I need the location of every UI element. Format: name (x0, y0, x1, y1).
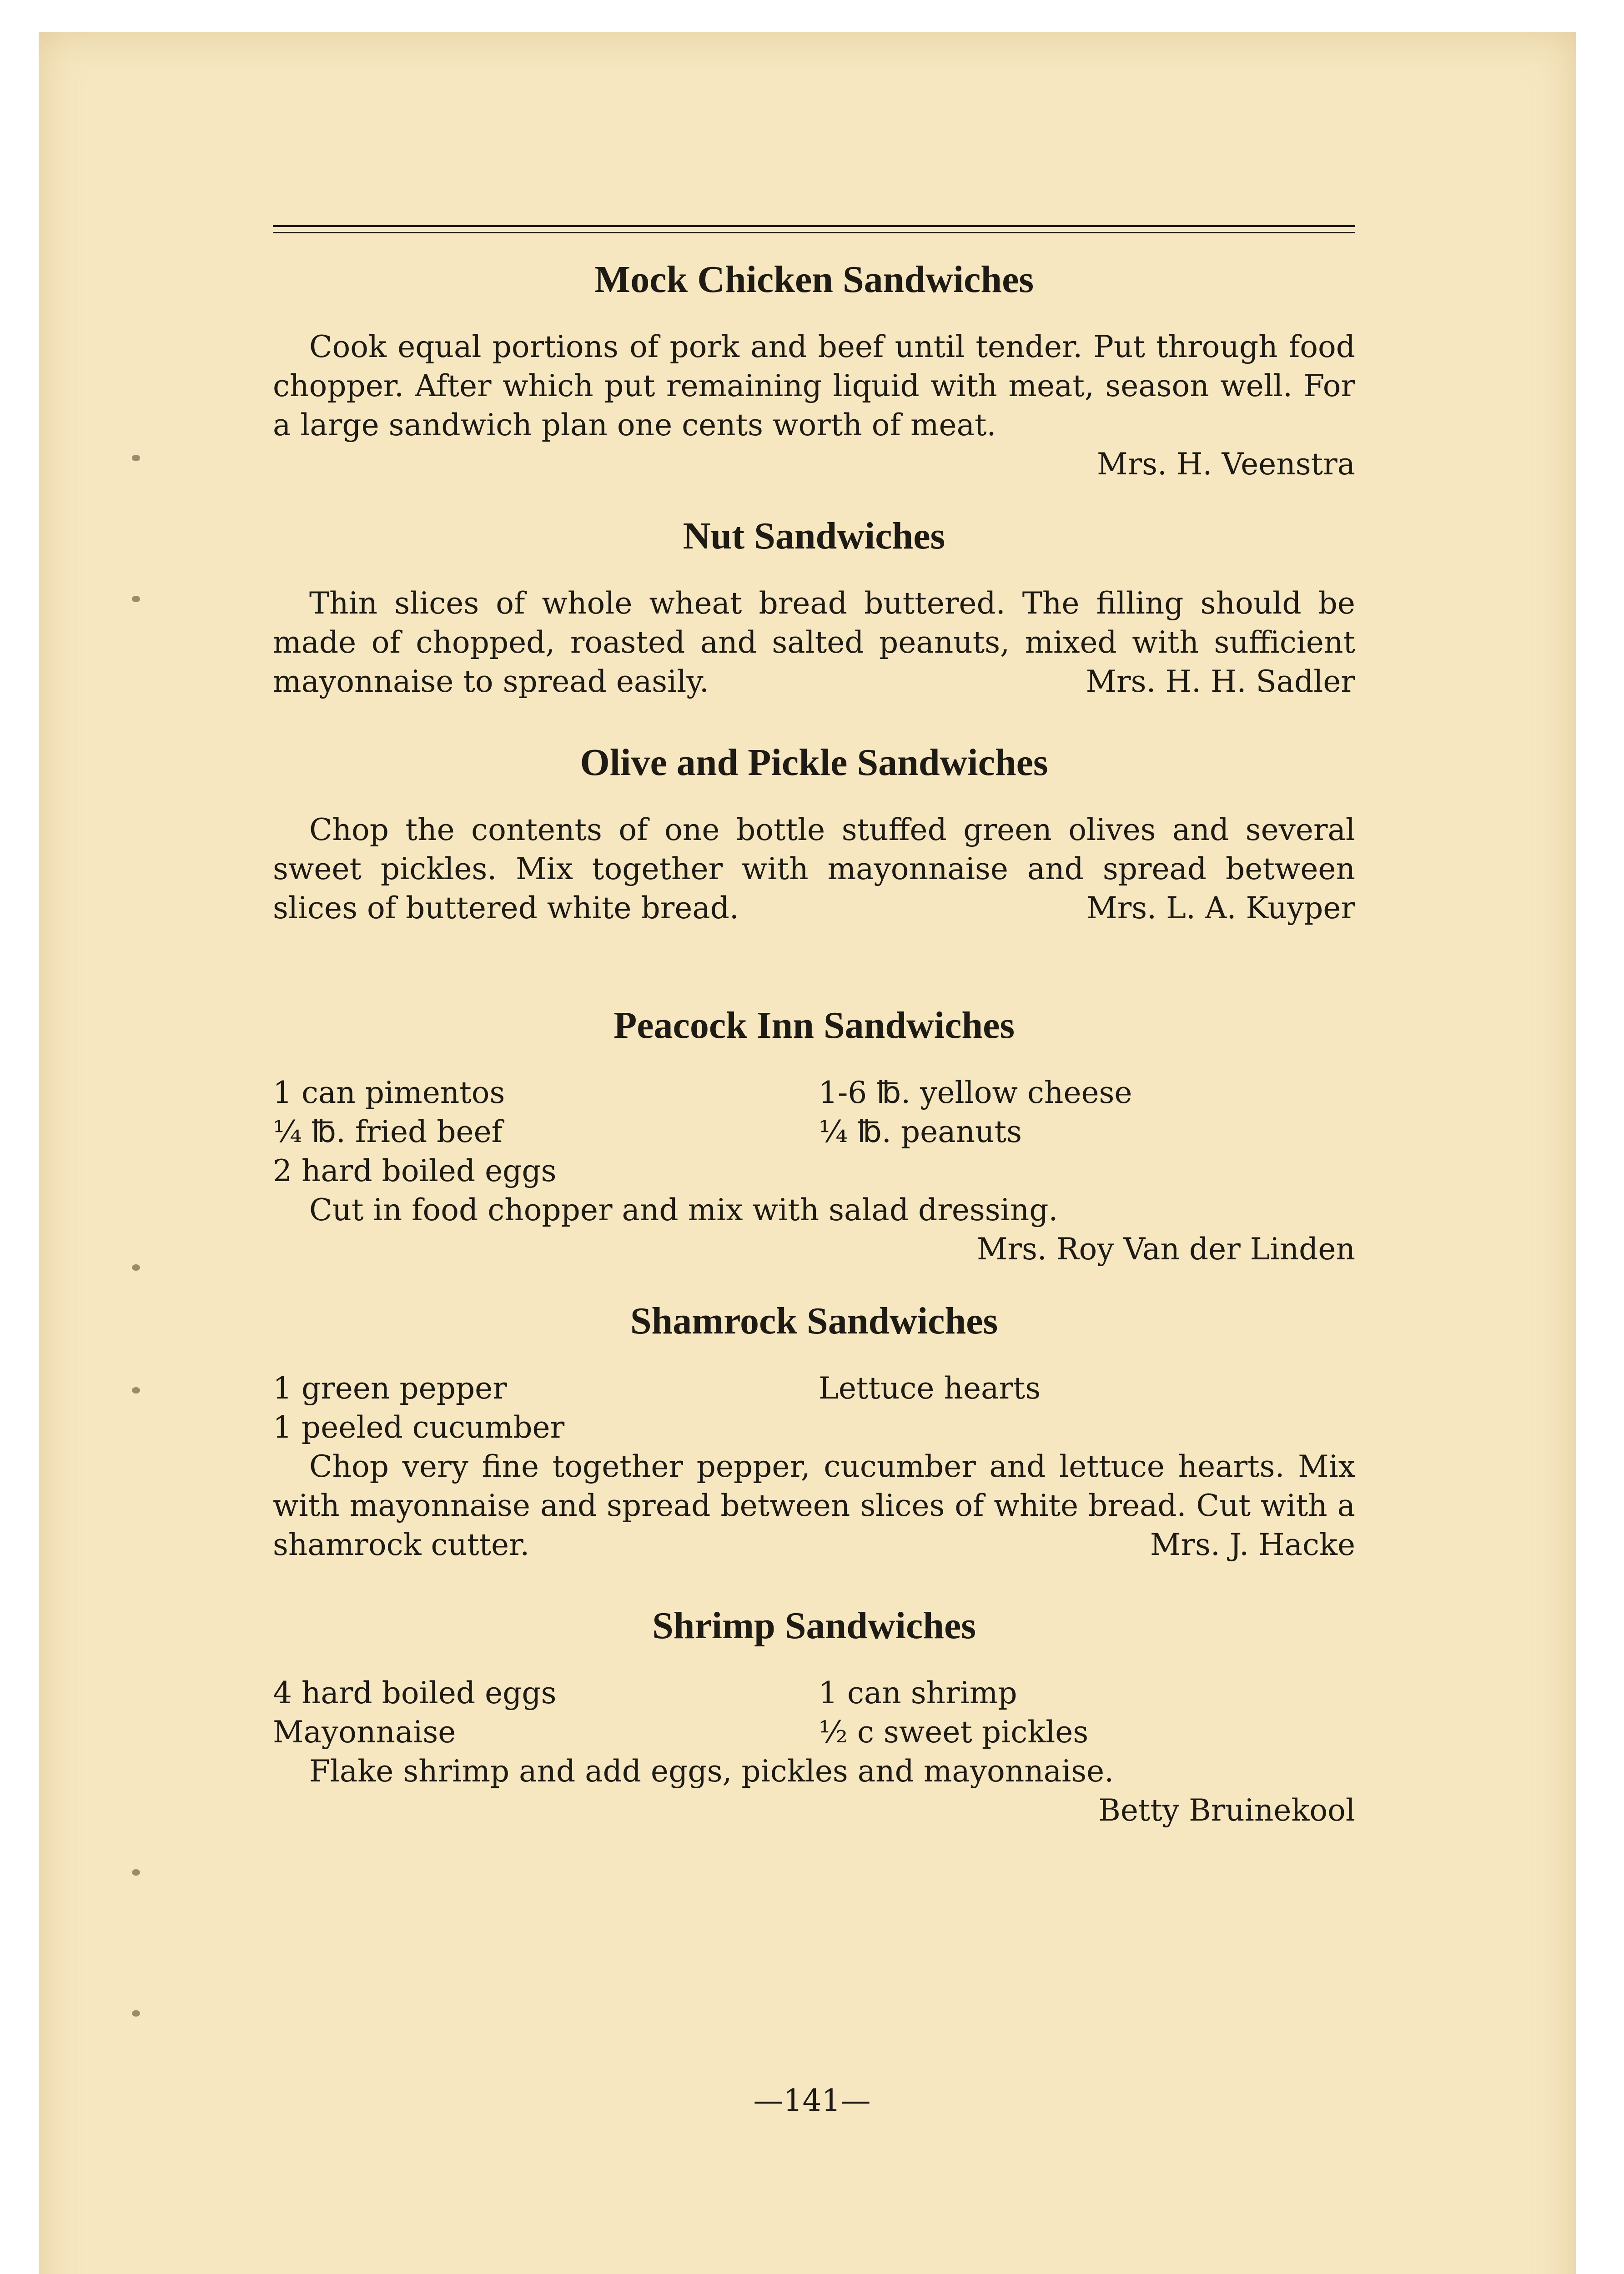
ingredient: Lettuce hearts (819, 1371, 1041, 1406)
ingredient: ¼ ℔. fried beef (273, 1114, 503, 1149)
header-rule-top (273, 225, 1355, 227)
recipe-author: Mrs. H. Veenstra (1097, 447, 1355, 482)
recipe-directions (273, 584, 1355, 701)
recipe-directions: Cut in food chopper and mix with salad dressing. (309, 1192, 1058, 1228)
ingredient-list (273, 1369, 1355, 1447)
binding-hole (132, 596, 140, 602)
ingredient: 1 green pepper (273, 1371, 507, 1406)
recipe-author: Betty Bruinekool (1098, 1793, 1355, 1828)
recipe-shamrock (273, 1296, 1355, 1565)
recipe-directions: Flake shrimp and add eggs, pickles and mayonnaise. (309, 1754, 1114, 1789)
ingredient: 2 hard boiled eggs (273, 1153, 557, 1188)
recipe-nut (273, 511, 1355, 701)
recipe-olive-pickle (273, 738, 1355, 928)
binding-hole (132, 1264, 140, 1271)
recipe-text: Chop very fine together pepper, cucumber and lettuce hearts. Mix with mayonnaise and spread between slices of white bread. Cut with a shamrock cutter. (273, 1449, 1355, 1562)
recipe-author: Mrs. H. H. Sadler (1086, 664, 1355, 699)
recipe-author: Mrs. J. Hacke (1150, 1527, 1355, 1562)
ingredient-list (273, 1073, 1355, 1191)
recipe-peacock-inn (273, 1001, 1355, 1269)
recipe-author: Mrs. L. A. Kuyper (1086, 890, 1355, 926)
ingredient-list (273, 1674, 1355, 1752)
recipe-mock-chicken (273, 255, 1355, 484)
ingredient: 1-6 ℔. yellow cheese (819, 1075, 1132, 1110)
recipe-title: Mock Chicken Sandwiches (594, 258, 1034, 301)
ingredient (819, 1408, 1355, 1447)
page-number: —141— (753, 2083, 871, 2118)
binding-hole (132, 2010, 140, 2017)
header-rule-bottom (273, 232, 1355, 233)
recipe-shrimp (273, 1601, 1355, 1830)
recipe-title: Nut Sandwiches (683, 515, 945, 557)
recipe-directions (273, 1447, 1355, 1565)
recipe-author: Mrs. Roy Van der Linden (976, 1232, 1355, 1267)
binding-hole (132, 1387, 140, 1394)
ingredient: ¼ ℔. peanuts (819, 1114, 1022, 1149)
ingredient: ½ c sweet pickles (819, 1715, 1089, 1750)
ingredient: Mayonnaise (273, 1715, 456, 1750)
ingredient: 4 hard boiled eggs (273, 1675, 557, 1711)
recipe-text: Thin slices of whole wheat bread buttered. The filling should be made of chopped, roasted and salted peanuts, mixed with sufficient mayonnaise to spread easily. (273, 586, 1355, 699)
recipe-text: Chop the contents of one bottle stuffed green olives and several sweet pickles. Mix together with mayonnaise and spread between slices of buttered white bread. (273, 812, 1355, 926)
ingredient: 1 can pimentos (273, 1075, 505, 1110)
recipe-title: Olive and Pickle Sandwiches (580, 741, 1048, 784)
ingredient: 1 peeled cucumber (273, 1410, 565, 1445)
binding-hole (132, 1869, 140, 1876)
recipe-title: Shrimp Sandwiches (652, 1605, 976, 1647)
recipe-directions (273, 810, 1355, 928)
binding-hole (132, 455, 140, 461)
ingredient: 1 can shrimp (819, 1675, 1017, 1711)
recipe-title: Peacock Inn Sandwiches (613, 1004, 1015, 1046)
ingredient (819, 1152, 1355, 1191)
recipe-directions: Cook equal portions of pork and beef until tender. Put through food chopper. After which put remaining liquid with meat, season well. For a large sandwich plan one cents worth of meat. (273, 329, 1355, 443)
recipe-title: Shamrock Sandwiches (630, 1300, 998, 1342)
recipe-page-content (273, 255, 1355, 1830)
